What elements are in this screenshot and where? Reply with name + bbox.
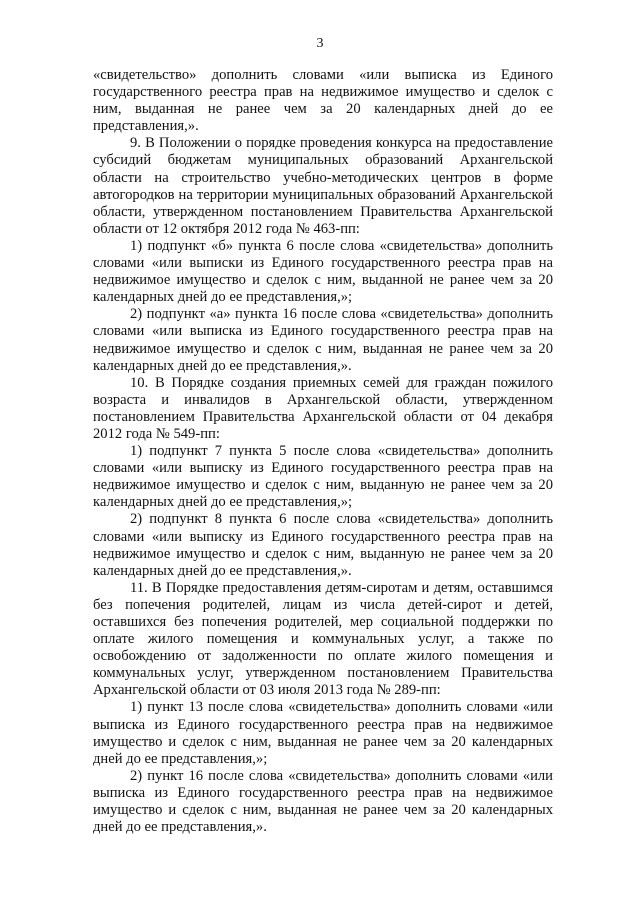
paragraph-item-9-1: 1) подпункт «б» пункта 6 после слова «свидетельства» дополнить словами «или выписки из Единого государственного реестра прав на недвижимое имущество и сделок с ним, выданной не ранее чем за 20 календарных дней до ее представления,»; (93, 237, 553, 306)
paragraph-item-10: 10. В Порядке создания приемных семей для граждан пожилого возраста и инвалидов в Архангельской области, утвержденном постановлением Правительства Архангельской области от 04 декабря 2012 года № 549-пп: (93, 374, 553, 442)
paragraph-item-11: 11. В Порядке предоставления детям-сиротам и детям, оставшимся без попечения родителей, лицам из числа детей-сирот и детей, оставшихся без попечения родителей, мер социальной поддержки по оплате жилого помещения и коммунальных услуг, а также по освобождению от задолженности по оплате жилого помещения и коммунальных услуг, утвержденном постановлением Правительства Архангельской области от 03 июля 2013 года № 289-пп: (93, 579, 553, 699)
page-number: 3 (316, 36, 324, 51)
paragraph-item-11-2: 2) пункт 16 после слова «свидетельства» дополнить словами «или выписка из Единого государственного реестра прав на недвижимое имущество и сделок с ним, выданная не ранее чем за 20 календарных дней до ее представления,». (93, 767, 553, 836)
paragraph-item-10-2: 2) подпункт 8 пункта 6 после слова «свидетельства» дополнить словами «или выписку из Единого государственного реестра прав на недвижимое имущество и сделок с ним, выданную не ранее чем за 20 календарных дней до ее представления,». (93, 511, 553, 579)
paragraph-item-9: 9. В Положении о порядке проведения конкурса на предоставление субсидий бюджетам муниципальных образований Архангельской области на строительство учебно-методических центров в форме автогородков на территории муниципальных образований Архангельской области, утвержденном постановлением Правительства Архангельской области от 12 октября 2012 года № 463-пп: (93, 135, 553, 237)
paragraph-continuation: «свидетельство» дополнить словами «или выписка из Единого государственного реестра прав на недвижимое имущество и сделок с ним, выданная не ранее чем за 20 календарных дней до ее представления,». (93, 67, 553, 135)
paragraph-item-10-1: 1) подпункт 7 пункта 5 после слова «свидетельства» дополнить словами «или выписку из Единого государственного реестра прав на недвижимое имущество и сделок с ним, выданную не ранее чем за 20 календарных дней до ее представления,»; (93, 443, 553, 511)
paragraph-item-9-2: 2) подпункт «а» пункта 16 после слова «свидетельства» дополнить словами «или выписка из Единого государственного реестра прав на недвижимое имущество и сделок с ним, выданная не ранее чем за 20 календарных дней до ее представления,». (93, 306, 553, 374)
paragraph-item-11-1: 1) пункт 13 после слова «свидетельства» дополнить словами «или выписка из Единого государственного реестра прав на недвижимое имущество и сделок с ним, выданная не ранее чем за 20 календарных дней до ее представления,»; (93, 699, 553, 767)
document-body (93, 67, 553, 836)
